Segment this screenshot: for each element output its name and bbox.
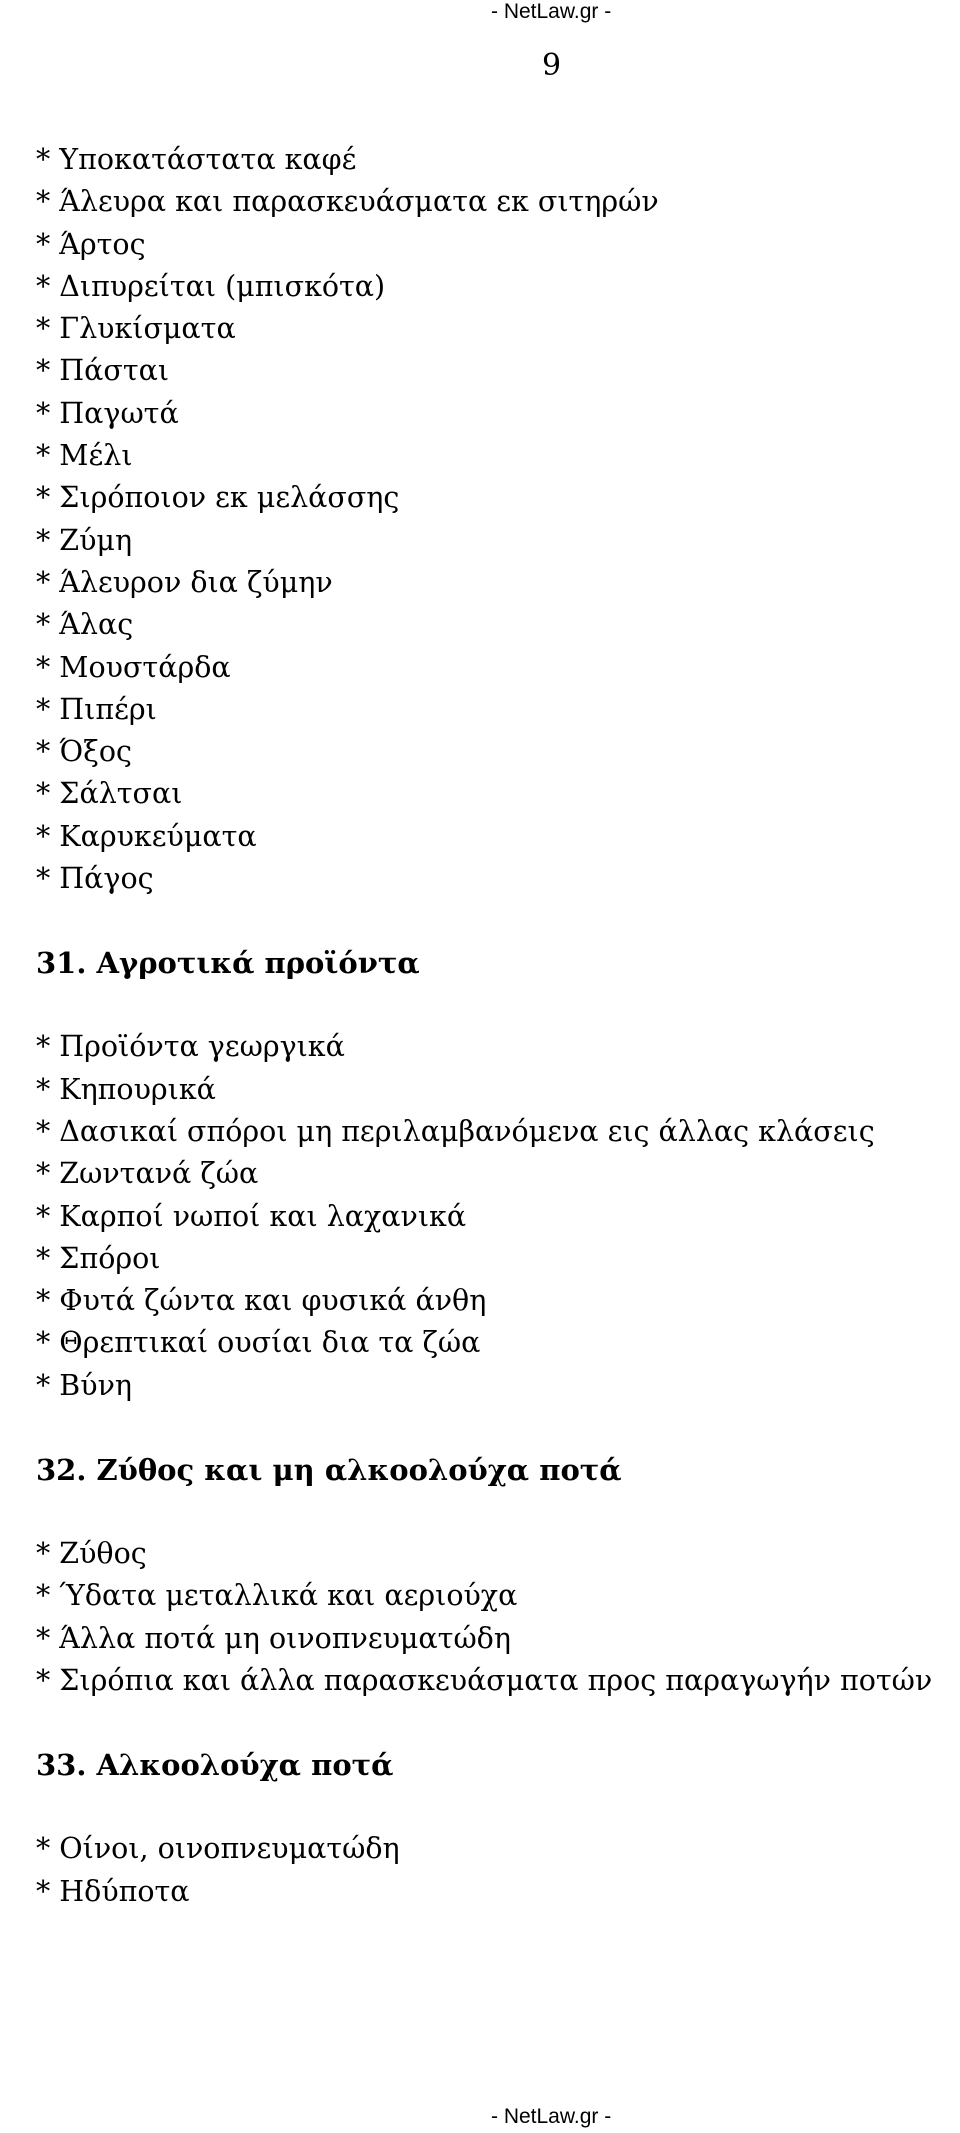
list-item: * Καρυκεύματα (36, 819, 257, 853)
list-item: * Σιρόποιον εκ μελάσσης (36, 481, 400, 515)
list-item: * Καρποί νωποί και λαχανικά (36, 1199, 467, 1233)
section-list (36, 1026, 940, 1407)
list-item: * Πιπέρι (36, 692, 157, 726)
page-number: 9 (542, 48, 562, 83)
list-item: * Άλας (36, 608, 134, 642)
document-body (36, 139, 940, 1913)
list-item: * Παγωτά (36, 396, 179, 430)
list-item: * Πάγος (36, 862, 154, 896)
list-item: * Υποκατάστατα καφέ (36, 143, 357, 176)
list-item: * Μέλι (36, 439, 133, 473)
section-list (36, 1533, 940, 1702)
list-item: * Σπόροι (36, 1241, 161, 1275)
list-item: * Κηπουρικά (36, 1072, 216, 1106)
list-item: * Γλυκίσματα (36, 312, 236, 346)
list-item: * Ζύθος (36, 1537, 147, 1571)
list-item: * Ηδύποτα (36, 1874, 190, 1908)
list-item: * Σάλτσαι (36, 777, 183, 811)
list-item: * Άλευρον δια ζύμην (36, 565, 333, 599)
list-item: * Πάσται (36, 354, 170, 388)
section-list (36, 1828, 940, 1913)
list-item: * Άλλα ποτά μη οινοπνευματώδη (36, 1621, 511, 1655)
list-item: * Ζωντανά ζώα (36, 1157, 259, 1191)
section-title: 33. Αλκοολούχα ποτά (36, 1748, 394, 1783)
section-32 (36, 1449, 940, 1702)
list-item: * Ζύμη (36, 523, 133, 557)
section-31 (36, 942, 940, 1407)
intro-list (36, 139, 940, 900)
list-item: * Οίνοι, οινοπνευματώδη (36, 1832, 400, 1866)
list-item: * Άρτος (36, 227, 146, 261)
section-title: 32. Ζύθος και μη αλκοολούχα ποτά (36, 1453, 622, 1488)
list-item: * Σιρόπια και άλλα παρασκευάσματα προς παραγωγήν ποτών (36, 1663, 933, 1697)
list-item: * Όξος (36, 735, 132, 769)
list-item: * Άλευρα και παρασκευάσματα εκ σιτηρών (36, 185, 659, 219)
list-item: * Θρεπτικαί ουσίαι δια τα ζώα (36, 1326, 481, 1360)
section-33 (36, 1744, 940, 1913)
list-item: * Βύνη (36, 1368, 132, 1402)
list-item: * Διπυρείται (μπισκότα) (36, 269, 386, 303)
header-source: - NetLaw.gr - (491, 0, 612, 23)
list-item: * Μουστάρδα (36, 650, 231, 684)
list-item: * Προϊόντα γεωργικά (36, 1030, 345, 1064)
footer-source: - NetLaw.gr - (491, 2105, 612, 2128)
list-item: * Ύδατα μεταλλικά και αεριούχα (36, 1579, 518, 1613)
list-item: * Δασικαί σπόροι μη περιλαμβανόμενα εις άλλας κλάσεις (36, 1114, 875, 1148)
list-item: * Φυτά ζώντα και φυσικά άνθη (36, 1284, 487, 1318)
section-title: 31. Αγροτικά προϊόντα (36, 946, 420, 981)
